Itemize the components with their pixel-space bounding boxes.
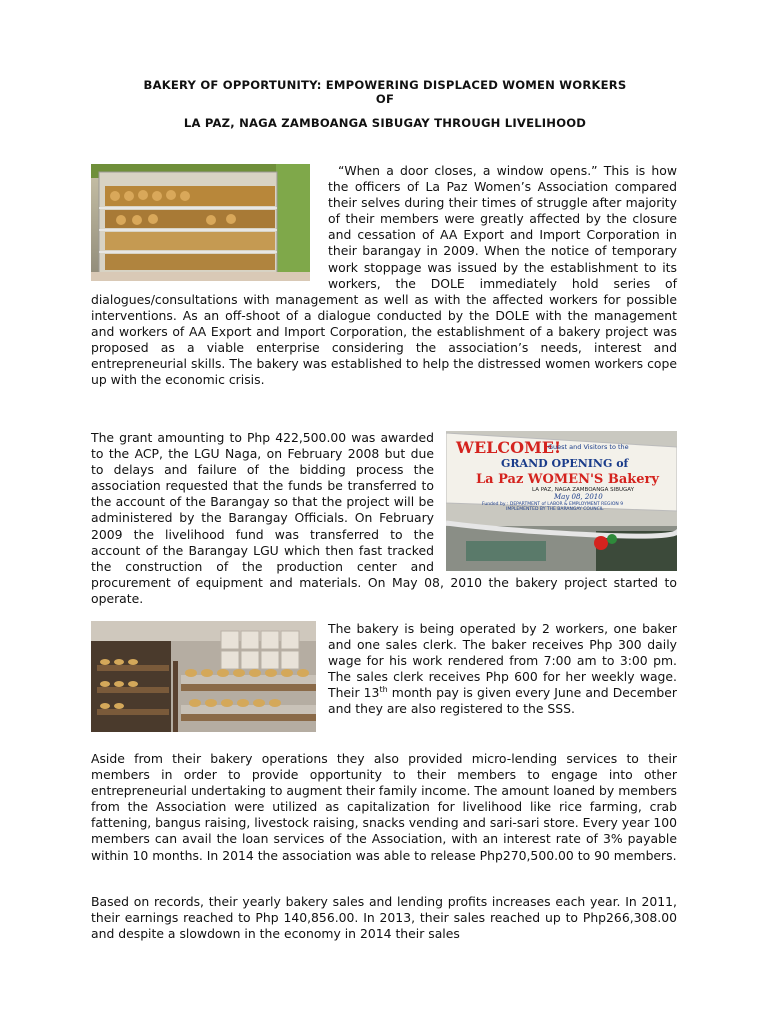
bread-trays-photo — [91, 621, 316, 732]
grand-opening-banner-photo — [446, 431, 677, 571]
banner-date-text: May 08, 2010 — [554, 493, 603, 501]
paragraph-3-superscript: th — [379, 685, 388, 695]
paragraph-1-block — [91, 163, 677, 388]
document-title-line-3: LA PAZ, NAGA ZAMBOANGA SIBUGAY THROUGH LIVELIHOOD — [183, 116, 587, 130]
paragraph-3-text-start: The bakery is being operated by 2 workers, one baker and one sales clerk. The baker receives Php 300 daily wage for his work rendered from 7:00 am to 3:00 pm. The sales clerk receives Php 600 for her weekly wage. Their 13 — [328, 621, 677, 701]
document-title-line-2: OF — [375, 92, 395, 106]
paragraph-2-text: The grant amounting to Php 422,500.00 was awarded to the ACP, the LGU Naga, on February 2008 but due to delays and failure of the bidding process the association requested that the funds be transferred to the account of the Barangay so that the project will be administered by the Barangay Officials. On February 2009 the livelihood fund was transferred to the account of the Barangay LGU which then fast tracked the construction of the production center and procurement of equipment and materials. On May 08, 2010 the bakery project started to operate. — [91, 430, 677, 606]
paragraph-4: Aside from their bakery operations they also provided micro-lending services to their members in order to provide opportunity to their members to engage into other entrepreneurial undertaking to augment their family income. The amount loaned by members from the Association were utilized as capitalization for livelihood like rice farming, crab fattening, bangus raising, livestock raising, snacks vending and sari-sari store. Every year 100 members can avail the loan services of the Association, with an interest rate of 3% payable within 10 months. In 2014 the association was able to release Php270,500.00 to 90 members. — [91, 751, 678, 863]
banner-name-text: La Paz WOMEN'S Bakery — [476, 472, 659, 487]
banner-guest-text: Guest and Visitors to the — [548, 443, 629, 451]
banner-implemented-text: IMPLEMENTED BY THE BARANGAY COUNCIL — [506, 507, 604, 512]
paragraph-2-block — [91, 430, 677, 607]
paragraph-3-text-end: month pay is given every June and December and they are also registered to the SSS. — [328, 685, 677, 717]
paragraph-3-block — [91, 621, 677, 734]
banner-location-text: LA PAZ, NAGA ZAMBOANGA SIBUGAY — [532, 487, 634, 493]
banner-grand-opening-text: GRAND OPENING of — [501, 457, 629, 470]
document-title-line-1: BAKERY OF OPPORTUNITY: EMPOWERING DISPLACED WOMEN WORKERS — [143, 78, 627, 92]
bread-display-case-photo — [91, 164, 310, 281]
paragraph-5: Based on records, their yearly bakery sales and lending profits increases each year. In 2011, their earnings reached to Php 140,856.00. In 2013, their sales reached up to Php266,308.00 and despite a slowdown in the economy in 2014 their sales — [91, 894, 677, 942]
banner-funded-text: Funded by : DEPARTMENT of LABOR & EMPLOYMENT REGION 9 — [482, 502, 624, 507]
paragraph-1-text: “When a door closes, a window opens.” This is how the officers of La Paz Women’s Association compared their selves during their times of struggle after majority of their members were greatly affected by the closure and cessation of AA Export and Import Corporation in their barangay in 2009. When the notice of temporary work stoppage was issued by the establishment to its workers, the DOLE immediately hold series of dialogues/consultations with management as well as with the affected workers for possible interventions. As an off-shoot of a dialogue conducted by the DOLE with the management and workers of AA Export and Import Corporation, the establishment of a bakery project was proposed as a viable enterprise considering the association’s needs, interest and entrepreneurial skills. The bakery was established to help the distressed women workers cope up with the economic crisis. — [91, 163, 677, 388]
banner-welcome-text: WELCOME! — [456, 438, 562, 457]
